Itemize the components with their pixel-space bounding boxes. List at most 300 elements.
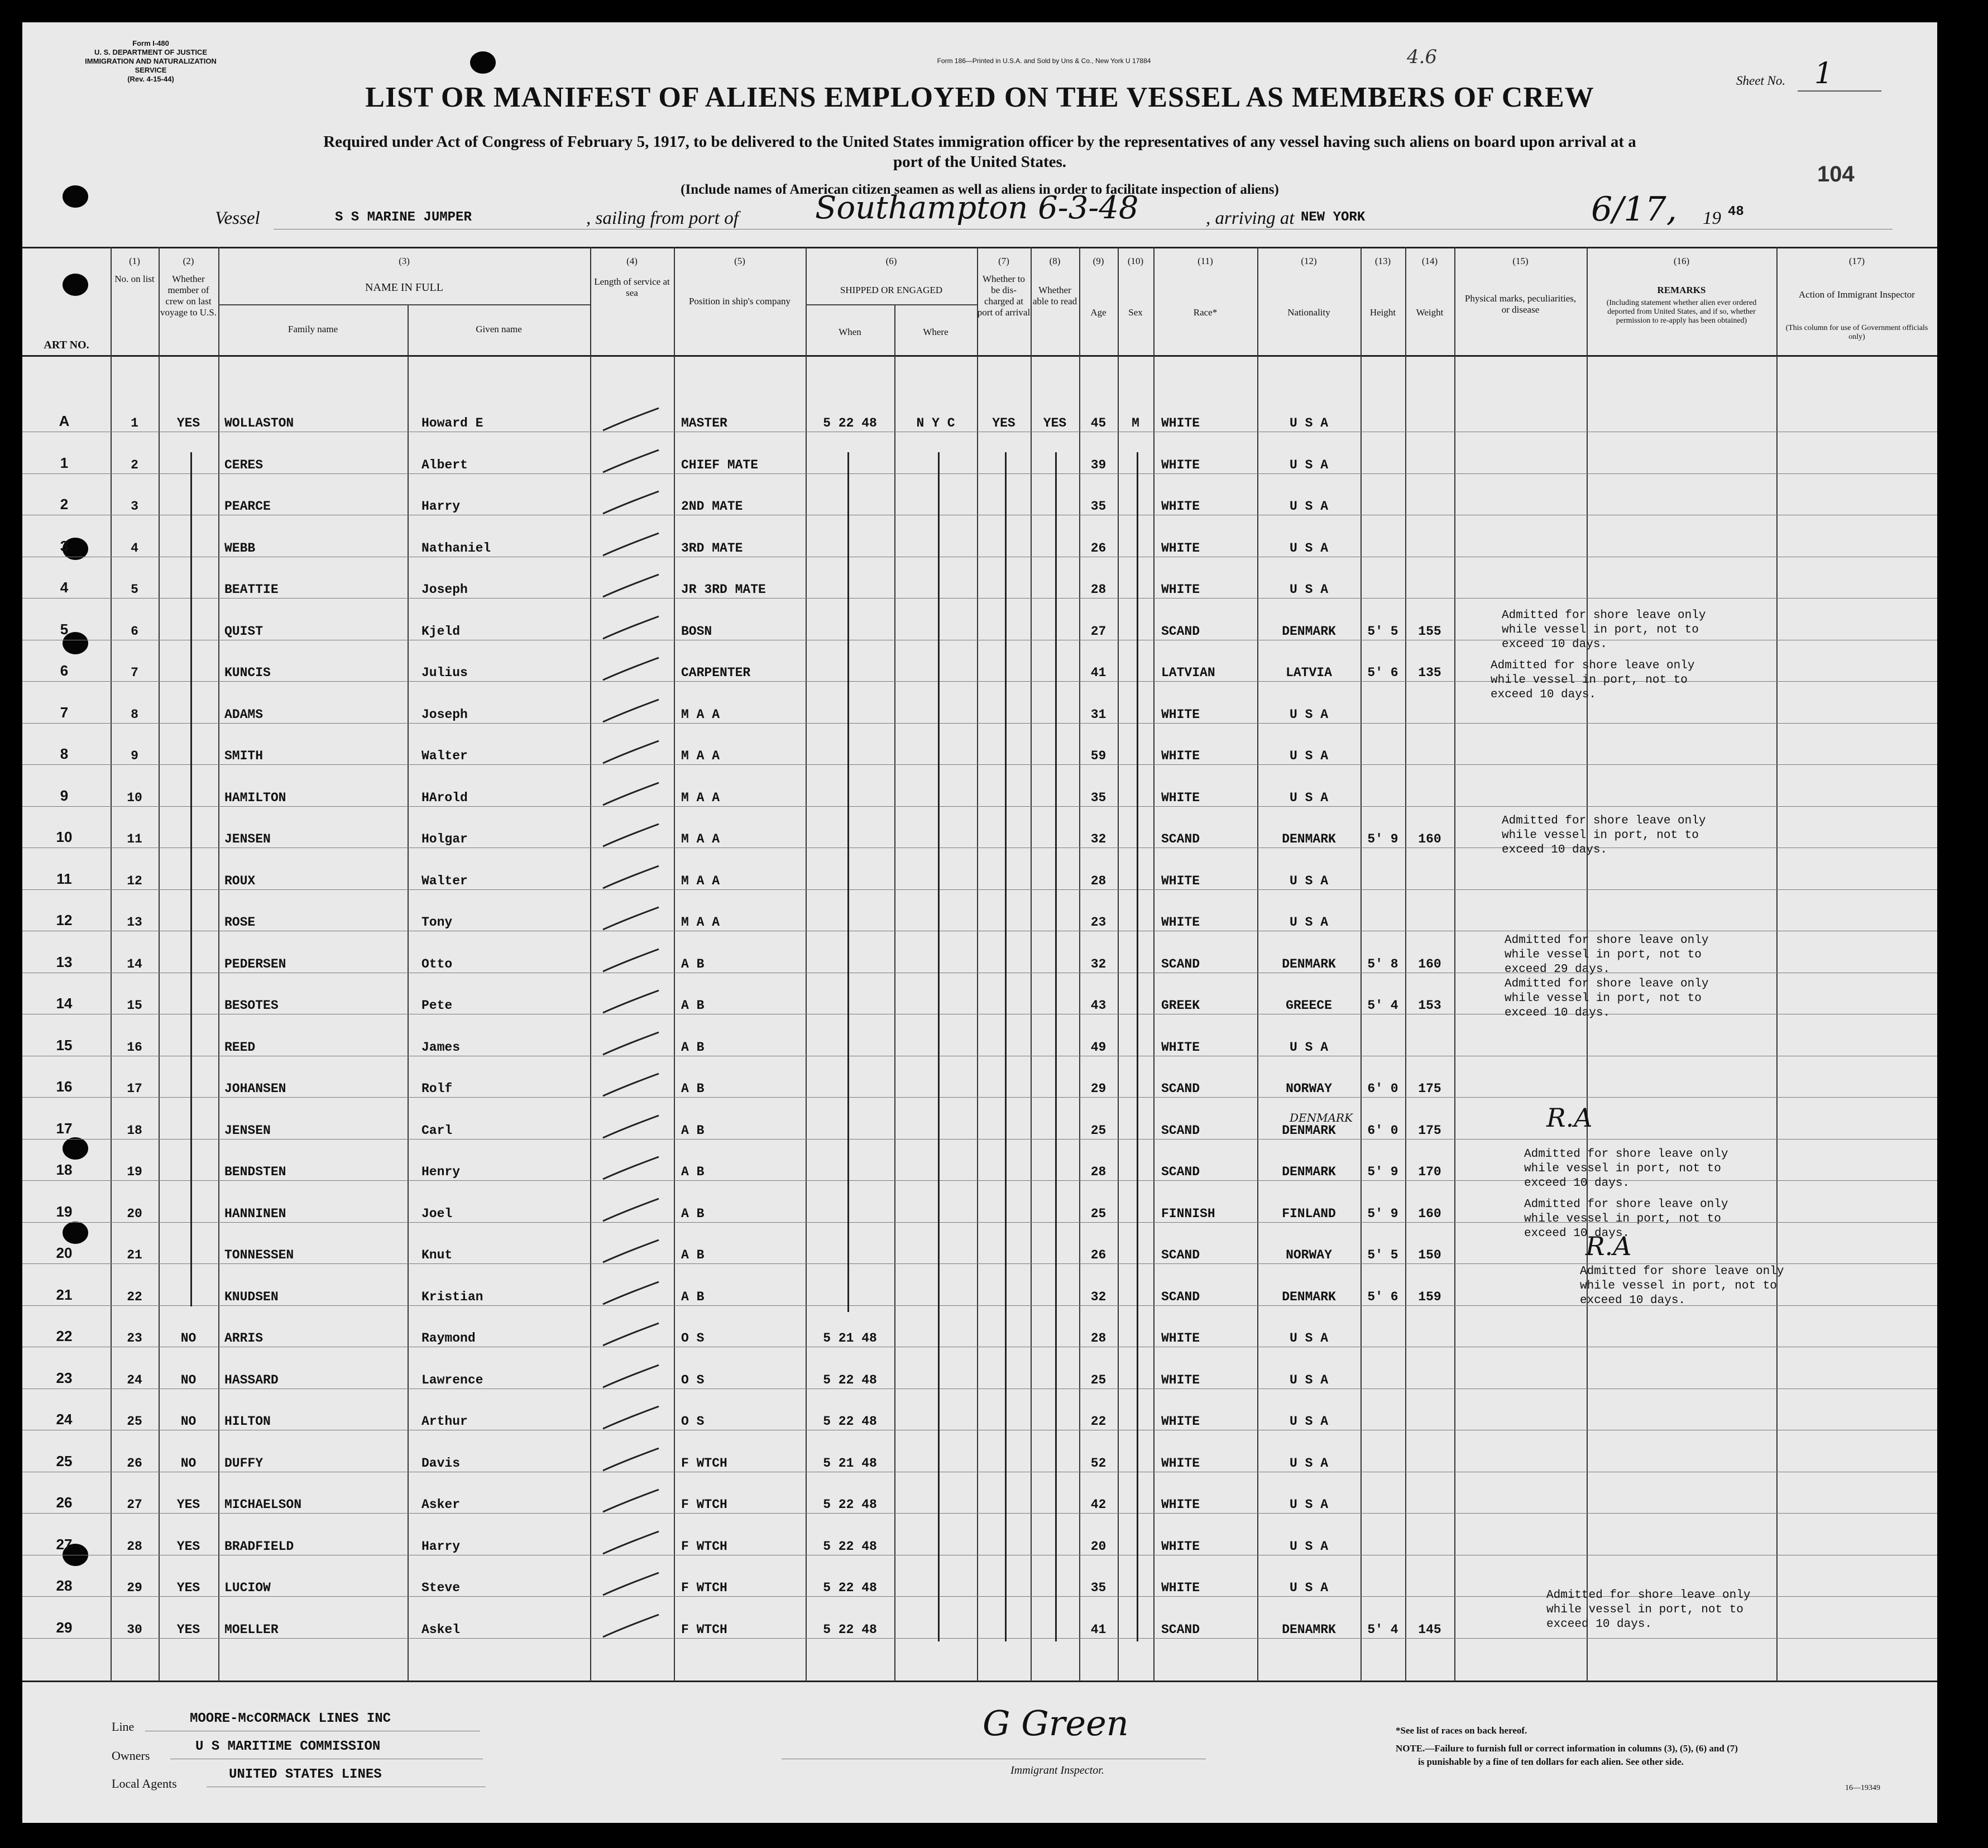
cell-position: F WTCH xyxy=(681,1539,727,1554)
col-shipped-when: When xyxy=(839,327,861,337)
cell-list-no: 15 xyxy=(127,998,142,1013)
col-3-number: (3) xyxy=(399,256,410,266)
cell-race: WHITE xyxy=(1161,582,1200,597)
cell-previous-voyage: NO xyxy=(180,1331,197,1346)
row-rule xyxy=(22,1097,1937,1098)
service-check-mark xyxy=(592,1277,676,1311)
cell-race: WHITE xyxy=(1161,1581,1200,1595)
cell-family-name: JENSEN xyxy=(224,1123,271,1138)
service-check-mark xyxy=(592,612,676,645)
cell-family-name: ROUX xyxy=(224,873,256,888)
cell-weight: 159 xyxy=(1418,1289,1441,1304)
cell-able-to-read: YES xyxy=(1043,416,1067,430)
cell-position: CHIEF MATE xyxy=(681,457,759,472)
service-check-mark xyxy=(592,1568,676,1602)
cell-list-no: 4 xyxy=(131,540,138,556)
cell-height: 5' 4 xyxy=(1367,998,1398,1013)
col-17-number: (17) xyxy=(1848,256,1865,266)
service-check-mark xyxy=(592,1069,676,1103)
cell-given-name: Tony xyxy=(421,915,453,930)
cell-list-no: 17 xyxy=(127,1081,142,1096)
cell-age: 32 xyxy=(1090,956,1106,971)
cell-given-name: Rolf xyxy=(421,1081,453,1096)
col-inspector-note: (This column for use of Government officials only) xyxy=(1785,324,1928,341)
cell-age: 49 xyxy=(1090,1040,1106,1055)
service-check-mark xyxy=(592,778,676,812)
cell-family-name: ROSE xyxy=(224,915,256,930)
col-position: Position in ship's company xyxy=(688,296,791,307)
remark-row-14: Admitted for shore leave only while vessel in port, not to exceed 29 days. xyxy=(1505,934,1709,976)
cell-age: 32 xyxy=(1090,1289,1106,1304)
row-rule xyxy=(22,1263,1937,1264)
cell-list-no: 21 xyxy=(127,1248,142,1262)
cell-art-no: 17 xyxy=(56,1119,73,1137)
cell-shipped-when: 5 21 48 xyxy=(823,1456,877,1471)
cell-race: WHITE xyxy=(1161,457,1200,472)
service-check-mark xyxy=(592,653,676,687)
cell-position: JR 3RD MATE xyxy=(681,582,766,597)
cell-shipped-when: 5 22 48 xyxy=(823,416,877,430)
cell-list-no: 30 xyxy=(127,1622,142,1637)
stamp-mark: 4.6 xyxy=(1407,46,1438,68)
service-check-mark xyxy=(592,1444,676,1477)
cell-given-name: Howard E xyxy=(421,416,483,430)
vessel-name: S S MARINE JUMPER xyxy=(335,210,472,225)
cell-age: 22 xyxy=(1090,1414,1106,1429)
cell-shipped-where: N Y C xyxy=(916,416,955,430)
cell-given-name: Otto xyxy=(421,956,453,971)
year-prefix: 19 xyxy=(1703,208,1721,228)
cell-list-no: 18 xyxy=(127,1123,142,1138)
cell-race: WHITE xyxy=(1161,1456,1200,1471)
cell-family-name: BRADFIELD xyxy=(224,1539,294,1554)
cell-family-name: HASSARD xyxy=(224,1372,279,1387)
cell-weight: 145 xyxy=(1418,1622,1441,1637)
col-discharged: Whether to be dis-charged at port of arrival xyxy=(977,274,1031,318)
cell-given-name: Davis xyxy=(421,1456,461,1471)
cell-shipped-when: 5 21 48 xyxy=(823,1331,877,1346)
cell-position: A B xyxy=(681,1123,705,1138)
cell-race: GREEK xyxy=(1161,998,1200,1013)
cell-nationality: U S A xyxy=(1289,1581,1328,1595)
cell-position: A B xyxy=(681,1081,705,1096)
arrival-date: 6/17, xyxy=(1591,190,1677,229)
cell-list-no: 5 xyxy=(131,582,138,597)
cell-art-no: 19 xyxy=(56,1203,73,1220)
row-rule xyxy=(22,806,1937,807)
remark-row-15: Admitted for shore leave only while vessel in port, not to exceed 10 days. xyxy=(1505,978,1709,1019)
row-rule xyxy=(22,764,1937,765)
cell-nationality: DENMARK xyxy=(1282,1123,1336,1138)
cell-previous-voyage: YES xyxy=(176,1539,200,1554)
cell-given-name: Walter xyxy=(421,873,468,888)
cell-family-name: PEDERSEN xyxy=(224,956,286,971)
nationality-correction: DENMARK xyxy=(1290,1111,1353,1124)
ditto-line xyxy=(938,452,940,1641)
printer-note: Form 186—Printed in U.S.A. and Sold by Uns & Co., New York U 17884 xyxy=(937,57,1151,65)
cell-age: 27 xyxy=(1090,624,1106,639)
cell-position: F WTCH xyxy=(681,1456,727,1471)
cell-art-no: 22 xyxy=(56,1328,73,1344)
line-label: Line xyxy=(112,1720,135,1734)
cell-family-name: KUNCIS xyxy=(224,666,271,680)
remark-row-7: Admitted for shore leave only while vessel in port, not to exceed 10 days. xyxy=(1491,659,1695,701)
remark-row-11: Admitted for shore leave only while vessel in port, not to exceed 10 days. xyxy=(1502,815,1706,856)
cell-race: WHITE xyxy=(1161,1372,1200,1387)
cell-weight: 160 xyxy=(1418,1206,1441,1221)
col-8-number: (8) xyxy=(1049,256,1061,266)
cell-position: A B xyxy=(681,1165,705,1179)
cell-height: 5' 9 xyxy=(1367,1165,1398,1179)
col-2-number: (2) xyxy=(183,256,194,266)
cell-given-name: Joseph xyxy=(421,582,468,597)
cell-age: 41 xyxy=(1090,666,1106,680)
cell-given-name: Nathaniel xyxy=(421,540,491,556)
cell-list-no: 12 xyxy=(127,873,142,888)
row-rule xyxy=(22,598,1937,599)
owners-label: Owners xyxy=(112,1749,150,1763)
cell-given-name: Kristian xyxy=(421,1289,483,1304)
cell-given-name: Harry xyxy=(421,1539,461,1554)
cell-race: LATVIAN xyxy=(1161,666,1215,680)
ditto-line xyxy=(1055,452,1057,1641)
cell-previous-voyage: NO xyxy=(180,1372,197,1387)
remark-row-20: Admitted for shore leave only while vessel in port, not to exceed 10 days. xyxy=(1524,1198,1728,1240)
cell-race: WHITE xyxy=(1161,416,1200,430)
note-races: *See list of races on back hereof. xyxy=(1396,1725,1527,1736)
cell-age: 28 xyxy=(1090,1165,1106,1179)
cell-given-name: Askel xyxy=(421,1622,461,1637)
cell-age: 28 xyxy=(1090,582,1106,597)
cell-previous-voyage: YES xyxy=(176,1497,200,1512)
cell-list-no: 23 xyxy=(127,1331,142,1346)
cell-family-name: BESOTES xyxy=(224,998,279,1013)
cell-race: SCAND xyxy=(1161,1248,1200,1262)
cell-family-name: QUIST xyxy=(224,624,264,639)
service-check-mark xyxy=(592,736,676,770)
sailing-port: Southampton 6-3-48 xyxy=(815,190,1139,226)
cell-family-name: BEATTIE xyxy=(224,582,279,597)
cell-list-no: 28 xyxy=(127,1539,142,1554)
cell-position: O S xyxy=(681,1331,705,1346)
cell-family-name: WEBB xyxy=(224,540,256,556)
col-16-number: (16) xyxy=(1673,256,1690,266)
cell-nationality: DENMARK xyxy=(1282,832,1336,846)
cell-race: SCAND xyxy=(1161,832,1200,846)
cell-race: WHITE xyxy=(1161,1040,1200,1055)
cell-race: SCAND xyxy=(1161,1622,1200,1637)
cell-previous-voyage: YES xyxy=(176,1581,200,1595)
cell-family-name: PEARCE xyxy=(224,499,271,514)
cell-given-name: Joseph xyxy=(421,707,468,722)
cell-race: SCAND xyxy=(1161,1289,1200,1304)
col-physical-marks: Physical marks, peculiarities, or disease xyxy=(1464,293,1577,315)
line-value: MOORE-McCORMACK LINES INC xyxy=(190,1711,391,1726)
cell-position: A B xyxy=(681,956,705,971)
cell-art-no: 4 xyxy=(60,579,69,596)
cell-list-no: 22 xyxy=(127,1289,142,1304)
cell-art-no: 29 xyxy=(56,1619,73,1636)
cell-weight: 160 xyxy=(1418,956,1441,971)
cell-age: 25 xyxy=(1090,1123,1106,1138)
cell-nationality: NORWAY xyxy=(1286,1248,1332,1262)
col-weight: Weight xyxy=(1416,307,1444,318)
col-6-number: (6) xyxy=(885,256,897,266)
cell-height: 5' 5 xyxy=(1367,624,1398,639)
cell-nationality: U S A xyxy=(1289,1331,1328,1346)
cell-height: 5' 5 xyxy=(1367,1248,1398,1262)
cell-previous-voyage: YES xyxy=(176,1622,200,1637)
cell-age: 28 xyxy=(1090,873,1106,888)
cell-age: 29 xyxy=(1090,1081,1106,1096)
service-name: IMMIGRATION AND NATURALIZATION SERVICE xyxy=(85,57,217,74)
cell-art-no: 28 xyxy=(56,1577,73,1594)
cell-position: F WTCH xyxy=(681,1497,727,1512)
cell-nationality: U S A xyxy=(1289,873,1328,888)
department-name: U. S. DEPARTMENT OF JUSTICE xyxy=(94,48,207,56)
form-id-block xyxy=(73,39,229,84)
cell-race: WHITE xyxy=(1161,499,1200,514)
col-5-number: (5) xyxy=(734,256,745,266)
cell-height: 5' 6 xyxy=(1367,666,1398,680)
cell-given-name: Kjeld xyxy=(421,624,461,639)
cell-family-name: HILTON xyxy=(224,1414,271,1429)
punch-hole xyxy=(470,51,496,74)
cell-age: 25 xyxy=(1090,1372,1106,1387)
subtitle-line-3: (Include names of American citizen seamen as well as aliens in order to facilitate inspection of aliens) xyxy=(681,182,1279,197)
service-check-mark xyxy=(592,1194,676,1228)
cell-weight: 175 xyxy=(1418,1081,1441,1096)
cell-position: A B xyxy=(681,998,705,1013)
cell-weight: 150 xyxy=(1418,1248,1441,1262)
cell-nationality: U S A xyxy=(1289,416,1328,430)
cell-family-name: HANNINEN xyxy=(224,1206,286,1221)
service-check-mark xyxy=(592,446,676,479)
cell-given-name: Asker xyxy=(421,1497,461,1512)
col-height: Height xyxy=(1369,307,1396,318)
inspector-label: Immigrant Inspector. xyxy=(1010,1764,1104,1777)
cell-art-no: 20 xyxy=(56,1244,73,1261)
service-check-mark xyxy=(592,986,676,1019)
cell-position: MASTER xyxy=(681,416,727,430)
cell-nationality: U S A xyxy=(1289,790,1328,805)
cell-given-name: Steve xyxy=(421,1581,461,1595)
revision-date: (Rev. 4-15-44) xyxy=(127,75,174,83)
cell-given-name: Raymond xyxy=(421,1331,476,1346)
cell-list-no: 6 xyxy=(131,624,138,639)
cell-age: 26 xyxy=(1090,540,1106,556)
col-given-name: Given name xyxy=(476,324,522,334)
cell-given-name: Holgar xyxy=(421,832,468,846)
col-no-on-list: No. on list xyxy=(114,274,155,284)
cell-nationality: U S A xyxy=(1289,457,1328,472)
service-check-mark xyxy=(592,1610,676,1644)
cell-position: BOSN xyxy=(681,624,712,639)
service-check-mark xyxy=(592,1402,676,1435)
arriving-label: , arriving at xyxy=(1206,208,1295,228)
cell-sex: M xyxy=(1132,416,1139,430)
cell-art-no: 23 xyxy=(56,1369,73,1386)
col-able-to-read: Whether able to read xyxy=(1032,285,1077,307)
cell-nationality: DENMARK xyxy=(1282,1165,1336,1179)
cell-position: A B xyxy=(681,1040,705,1055)
cell-nationality: U S A xyxy=(1289,1539,1328,1554)
cell-art-no: 8 xyxy=(60,745,69,762)
col-12-number: (12) xyxy=(1301,256,1317,266)
vessel-label: Vessel xyxy=(215,208,260,228)
cell-given-name: Arthur xyxy=(421,1414,468,1429)
cell-position: A B xyxy=(681,1248,705,1262)
cell-position: M A A xyxy=(681,915,720,930)
service-check-mark xyxy=(592,1111,676,1145)
cell-art-no: 10 xyxy=(56,829,73,845)
remark-initials-row-21: R.A xyxy=(1585,1231,1632,1261)
service-check-mark xyxy=(592,1152,676,1186)
col-4-number: (4) xyxy=(626,256,638,266)
service-check-mark xyxy=(592,570,676,604)
cell-weight: 170 xyxy=(1418,1165,1441,1179)
cell-given-name: Julius xyxy=(421,666,468,680)
cell-art-no: A xyxy=(59,413,70,429)
cell-race: FINNISH xyxy=(1161,1206,1215,1221)
cell-family-name: ADAMS xyxy=(224,707,264,722)
cell-family-name: JOHANSEN xyxy=(224,1081,286,1096)
cell-family-name: MICHAELSON xyxy=(224,1497,302,1512)
row-rule xyxy=(22,1139,1937,1140)
cell-height: 5' 4 xyxy=(1367,1622,1398,1637)
cell-age: 25 xyxy=(1090,1206,1106,1221)
col-age: Age xyxy=(1090,307,1106,318)
cell-given-name: James xyxy=(421,1040,461,1055)
cell-race: WHITE xyxy=(1161,873,1200,888)
cell-list-no: 25 xyxy=(127,1414,142,1429)
service-check-mark xyxy=(592,404,676,437)
cell-position: M A A xyxy=(681,790,720,805)
cell-nationality: U S A xyxy=(1289,540,1328,556)
cell-race: SCAND xyxy=(1161,1165,1200,1179)
subtitle-line-2: port of the United States. xyxy=(893,153,1067,171)
cell-nationality: DENMARK xyxy=(1282,624,1336,639)
cell-age: 35 xyxy=(1090,790,1106,805)
col-11-number: (11) xyxy=(1197,256,1213,266)
cell-art-no: 14 xyxy=(56,995,73,1012)
manifest-page xyxy=(22,22,1937,1823)
remark-row-22: Admitted for shore leave only while vessel in port, not to exceed 10 days. xyxy=(1580,1265,1784,1307)
cell-nationality: U S A xyxy=(1289,582,1328,597)
service-check-mark xyxy=(592,1361,676,1394)
cell-discharged: YES xyxy=(992,416,1015,430)
cell-art-no: 15 xyxy=(56,1036,73,1054)
cell-family-name: KNUDSEN xyxy=(224,1289,279,1304)
cell-shipped-when: 5 22 48 xyxy=(823,1497,877,1512)
sheet-number: 1 xyxy=(1814,57,1833,90)
cell-nationality: DENAMRK xyxy=(1282,1622,1336,1637)
cell-list-no: 9 xyxy=(131,749,138,763)
note-penalty-1: NOTE.—Failure to furnish full or correct information in columns (3), (5), (6) and (7) xyxy=(1396,1743,1738,1754)
row-rule xyxy=(22,1638,1937,1639)
cell-previous-voyage: YES xyxy=(176,416,200,430)
cell-family-name: CERES xyxy=(224,457,264,472)
cell-list-no: 29 xyxy=(127,1581,142,1595)
cell-art-no: 6 xyxy=(60,662,69,679)
cell-age: 52 xyxy=(1090,1456,1106,1471)
cell-age: 32 xyxy=(1090,832,1106,846)
cell-age: 35 xyxy=(1090,499,1106,514)
service-check-mark xyxy=(592,820,676,853)
service-check-mark xyxy=(592,945,676,978)
cell-art-no: 16 xyxy=(56,1078,73,1095)
ditto-line xyxy=(190,452,192,1306)
cell-nationality: DENMARK xyxy=(1282,956,1336,971)
cell-race: WHITE xyxy=(1161,707,1200,722)
cell-family-name: REED xyxy=(224,1040,256,1055)
col-shipped-or-engaged: SHIPPED OR ENGAGED xyxy=(840,285,943,295)
cell-race: SCAND xyxy=(1161,956,1200,971)
col-race: Race* xyxy=(1193,307,1218,318)
cell-nationality: U S A xyxy=(1289,1497,1328,1512)
cell-nationality: NORWAY xyxy=(1286,1081,1332,1096)
cell-previous-voyage: NO xyxy=(180,1414,197,1429)
cell-nationality: U S A xyxy=(1289,707,1328,722)
cell-position: A B xyxy=(681,1289,705,1304)
cell-race: SCAND xyxy=(1161,624,1200,639)
cell-art-no: 24 xyxy=(56,1411,73,1428)
col-art-no: ART NO. xyxy=(44,339,89,351)
col-inspector-action: Action of Immigrant Inspector xyxy=(1798,289,1915,300)
cell-height: 5' 6 xyxy=(1367,1289,1398,1304)
col-10-number: (10) xyxy=(1127,256,1144,266)
cell-race: WHITE xyxy=(1161,1331,1200,1346)
cell-list-no: 13 xyxy=(127,915,142,930)
service-check-mark xyxy=(592,1527,676,1560)
row-rule xyxy=(22,473,1937,474)
col-shipped-where: Where xyxy=(923,327,949,337)
remark-row-30: Admitted for shore leave only while vessel in port, not to exceed 10 days. xyxy=(1546,1589,1751,1631)
cell-nationality: U S A xyxy=(1289,1414,1328,1429)
col-previous-voyage: Whether member of crew on last voyage to U.S. xyxy=(160,274,217,318)
cell-given-name: Albert xyxy=(421,457,468,472)
cell-art-no: 9 xyxy=(60,787,69,804)
cell-list-no: 19 xyxy=(127,1165,142,1179)
cell-list-no: 8 xyxy=(131,707,138,722)
cell-art-no: 25 xyxy=(56,1452,73,1469)
cell-given-name: Carl xyxy=(421,1123,453,1138)
cell-nationality: GREECE xyxy=(1286,998,1332,1013)
cell-weight: 135 xyxy=(1418,666,1441,680)
cell-race: WHITE xyxy=(1161,540,1200,556)
cell-nationality: U S A xyxy=(1289,1372,1328,1387)
cell-list-no: 14 xyxy=(127,956,142,971)
cell-shipped-when: 5 22 48 xyxy=(823,1622,877,1637)
sheet-label: Sheet No. xyxy=(1736,74,1786,88)
cell-age: 26 xyxy=(1090,1248,1106,1262)
cell-art-no: 11 xyxy=(56,870,72,887)
cell-given-name: HArold xyxy=(421,790,468,805)
cell-nationality: FINLAND xyxy=(1282,1206,1336,1221)
cell-shipped-when: 5 22 48 xyxy=(823,1539,877,1554)
ditto-line xyxy=(847,452,849,1312)
cell-list-no: 27 xyxy=(127,1497,142,1512)
cell-nationality: U S A xyxy=(1289,915,1328,930)
cell-weight: 153 xyxy=(1418,998,1441,1013)
cell-given-name: Lawrence xyxy=(421,1372,483,1387)
service-check-mark xyxy=(592,903,676,936)
cell-art-no: 27 xyxy=(56,1535,73,1553)
cell-list-no: 1 xyxy=(131,416,138,430)
cell-family-name: BENDSTEN xyxy=(224,1165,286,1179)
service-check-mark xyxy=(592,487,676,520)
col-family-name: Family name xyxy=(288,324,338,334)
